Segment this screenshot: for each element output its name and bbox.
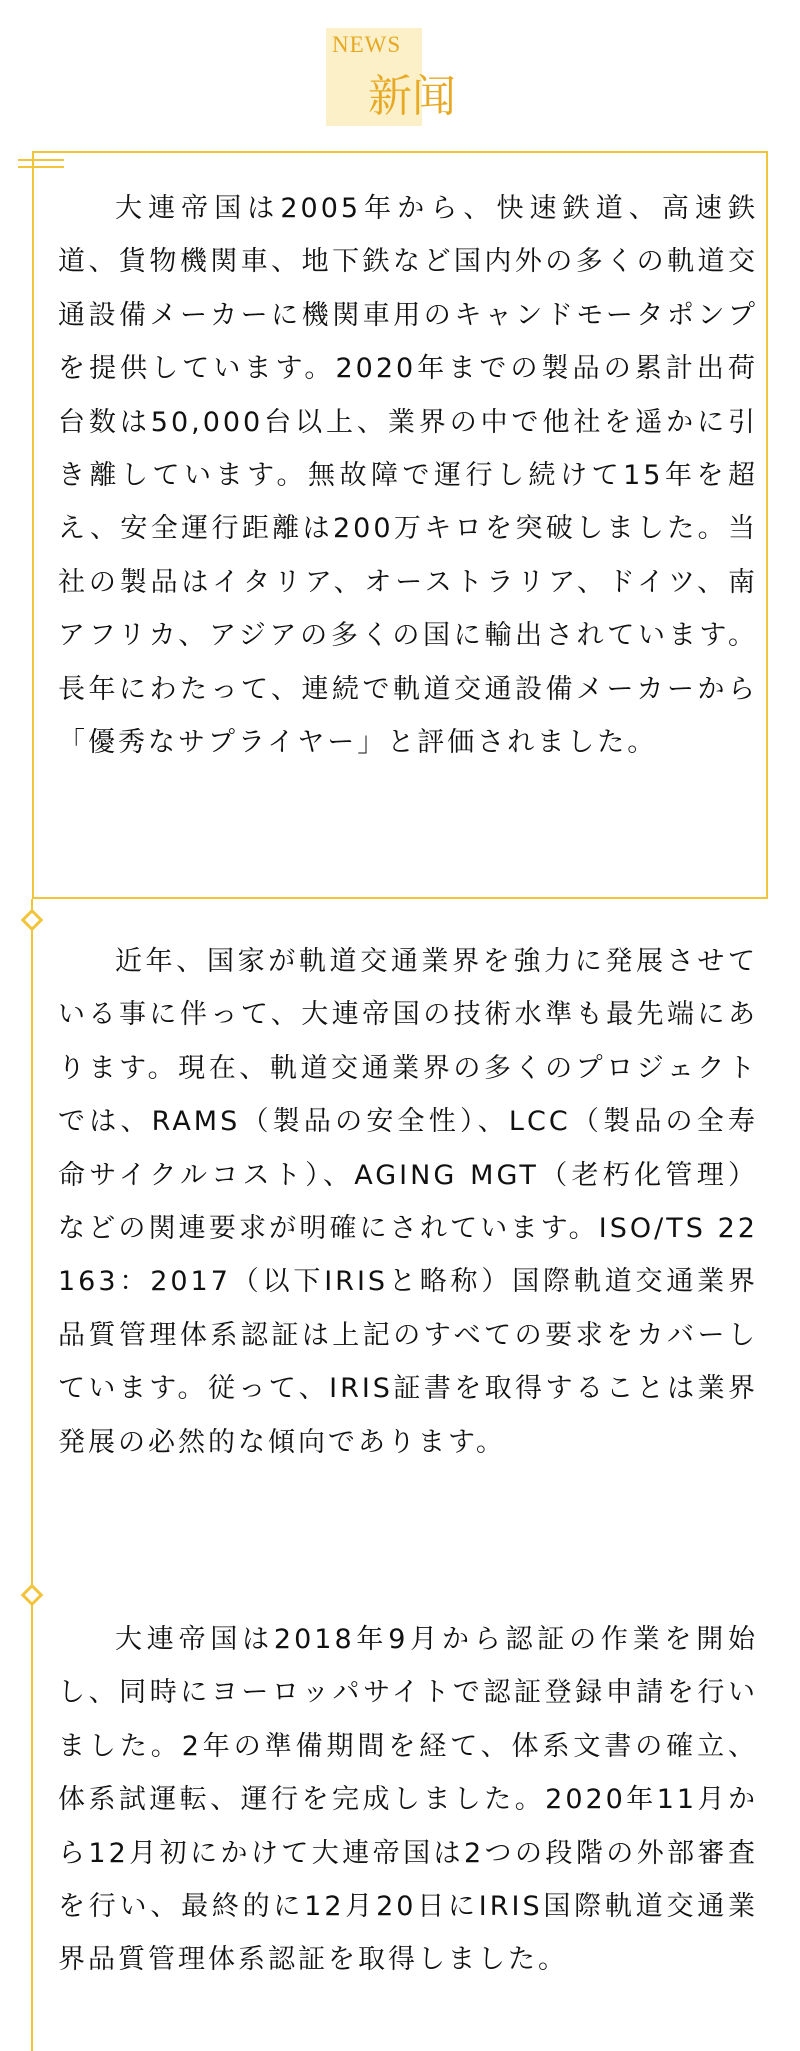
- left-timeline-line: [31, 899, 33, 2051]
- paragraph-2: 近年、国家が軌道交通業界を強力に発展させている事に伴って、大連帝国の技術水準も最先端にあります。現在、軌道交通業界の多くのプロジェクトでは、RAMS（製品の安全性）、LCC（製品の全寿命サイクルコスト）、AGING MGT（老朽化管理）などの関連要求が明確にされています。ISO/TS 22163：2017（以下IRISと略称）国際軌道交通業界品質管理体系認証は上記のすべての要求をカバーしています。従って、IRIS証書を取得することは業界発展の必然的な傾向であります。: [58, 946, 758, 1458]
- news-label-en: NEWS: [332, 32, 402, 57]
- frame-corner-line-bottom: [18, 166, 64, 168]
- diamond-marker-icon: [21, 909, 44, 932]
- paragraph-3: 大連帝国は2018年9月から認証の作業を開始し、同時にヨーロッパサイトで認証登録申請を行いました。2年の準備期間を経て、体系文書の確立、体系試運転、運行を完成しました。2020年11月から12月初にかけて大連帝国は2つの段階の外部審査を行い、最終的に12月20日にIRIS国際軌道交通業界品質管理体系認証を取得しました。: [58, 1624, 758, 1976]
- paragraph-1: 大連帝国は2005年から、快速鉄道、高速鉄道、貨物機関車、地下鉄など国内外の多くの軌道交通設備メーカーに機関車用のキャンドモータポンプを提供しています。2020年までの製品の累計出荷台数は50,000台以上、業界の中で他社を遥かに引き離しています。無故障で運行し続けて15年を超え、安全運行距離は200万キロを突破しました。当社の製品はイタリア、オーストラリア、ドイツ、南アフリカ、アジアの多くの国に輸出されています。長年にわたって、連続で軌道交通設備メーカーから「優秀なサプライヤー」と評価されました。: [58, 193, 758, 759]
- frame-corner-line-top: [18, 159, 64, 161]
- diamond-marker-icon: [21, 1584, 44, 1607]
- news-label-zh: 新闻: [368, 71, 456, 122]
